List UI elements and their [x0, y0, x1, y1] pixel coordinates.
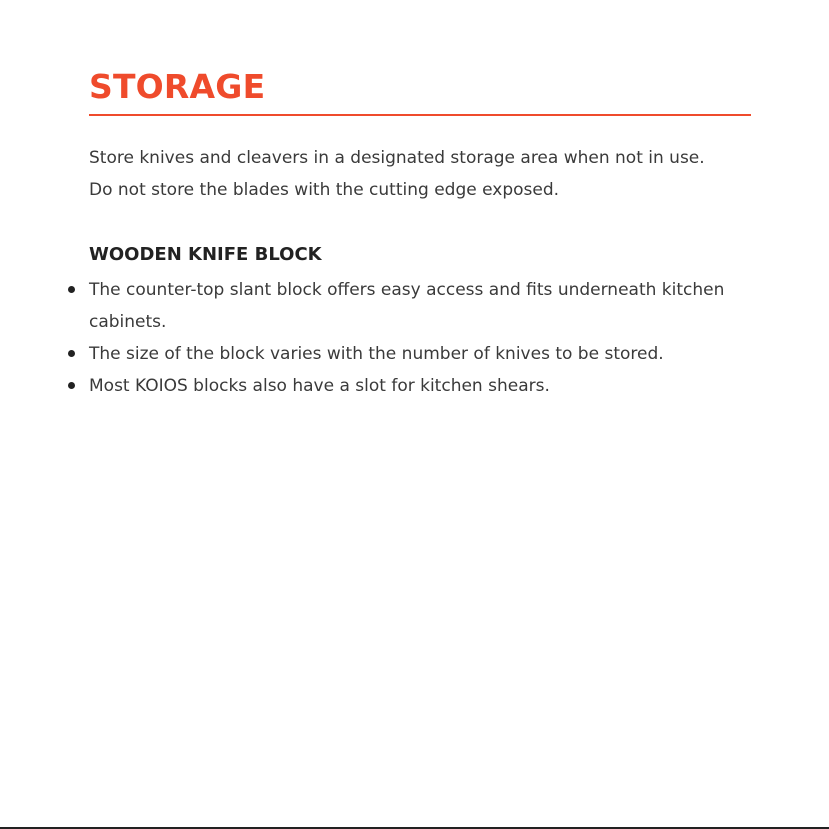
bullet-text: The size of the block varies with the number of knives to be stored.	[89, 344, 664, 364]
bullet-text: Most KOIOS blocks also have a slot for kitchen shears.	[89, 376, 550, 396]
bullet-text: The counter-top slant block offers easy access and fits underneath kitchen cabinets.	[89, 280, 725, 332]
bullet-item	[89, 274, 789, 338]
bullet-dot-icon	[68, 350, 75, 357]
bullet-item	[89, 370, 789, 402]
section-title: STORAGE	[89, 67, 266, 106]
bullet-dot-icon	[68, 286, 75, 293]
title-underline	[89, 114, 751, 116]
subsection-heading: WOODEN KNIFE BLOCK	[89, 244, 322, 265]
bullet-dot-icon	[68, 382, 75, 389]
intro-paragraph	[89, 142, 789, 206]
bullet-list	[89, 274, 789, 402]
bullet-item	[89, 338, 789, 370]
intro-line: Do not store the blades with the cutting edge exposed.	[89, 180, 560, 200]
intro-line: Store knives and cleavers in a designated storage area when not in use.	[89, 148, 705, 168]
